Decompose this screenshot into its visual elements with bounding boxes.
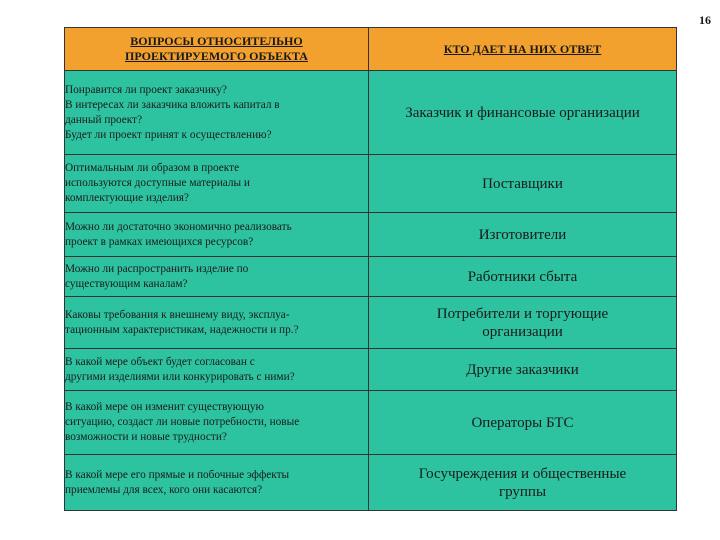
answer-cell: [369, 391, 677, 455]
answer-cell: [369, 455, 677, 511]
answers-header-text: КТО ДАЕТ НА НИХ ОТВЕТ: [443, 41, 602, 56]
questions-answers-table: [64, 27, 677, 511]
answer-line: Поставщики: [482, 175, 563, 192]
table-row: [65, 455, 677, 511]
answer-cell: [369, 297, 677, 349]
question-cell: [65, 349, 369, 391]
answer-line: Другие заказчики: [466, 361, 579, 378]
question-cell: [65, 71, 369, 155]
question-cell: [65, 213, 369, 257]
table-body: [65, 71, 677, 511]
question-cell: [65, 257, 369, 297]
table-row: [65, 71, 677, 155]
question-line: ситуацию, создаст ли новые потребности, новые: [65, 416, 300, 428]
question-cell: [65, 155, 369, 213]
question-line: используются доступные материалы и: [65, 177, 250, 189]
table-row: [65, 391, 677, 455]
table-row: [65, 257, 677, 297]
question-line: Можно ли распространить изделие по: [65, 262, 249, 275]
table-row: [65, 349, 677, 391]
answer-cell: [369, 257, 677, 297]
answer-line: организации: [482, 323, 563, 340]
question-line: комплектующие изделия?: [65, 192, 189, 204]
question-line: В интересах ли заказчика вложить капитал в: [65, 98, 280, 111]
question-line: Можно ли достаточно экономично реализовать: [65, 220, 292, 233]
question-line: тационным характеристикам, надежности и пр.?: [65, 323, 299, 336]
questions-header-line: ПРОЕКТИРУЕМОГО ОБЪЕКТА: [125, 49, 308, 63]
answer-cell: [369, 155, 677, 213]
table-row: [65, 213, 677, 257]
questions-header-line: ВОПРОСЫ ОТНОСИТЕЛЬНО: [130, 34, 303, 48]
question-line: возможности и новые трудности?: [65, 431, 227, 443]
question-line: В какой мере его прямые и побочные эффекты: [65, 468, 290, 481]
question-line: приемлемы для всех, кого они касаются?: [65, 483, 263, 496]
question-cell: [65, 297, 369, 349]
table-row: [65, 297, 677, 349]
question-line: Каковы требования к внешнему виду, эксплуа-: [65, 308, 290, 321]
answer-line: Заказчик и финансовые организации: [405, 104, 640, 121]
answer-line: группы: [498, 483, 547, 500]
table-row: [65, 155, 677, 213]
answer-cell: [369, 213, 677, 257]
answer-line: Изготовители: [478, 226, 567, 243]
question-line: В какой мере он изменит существующую: [65, 401, 264, 413]
question-cell: [65, 455, 369, 511]
answer-line: Работники сбыта: [467, 268, 578, 285]
question-line: данный проект?: [65, 113, 143, 126]
question-line: существующим каналам?: [65, 277, 188, 290]
question-line: Оптимальным ли образом в проекте: [65, 162, 240, 174]
answer-cell: [369, 71, 677, 155]
answer-line: Госучреждения и общественные: [418, 465, 627, 482]
question-line: Понравится ли проект заказчику?: [65, 83, 227, 96]
answer-line: Операторы БТС: [471, 414, 574, 431]
question-line: Будет ли проект принят к осуществлению?: [65, 128, 272, 141]
questions-column-header: [65, 28, 369, 71]
question-line: другими изделиями или конкурировать с ними?: [65, 370, 295, 383]
question-line: проект в рамках имеющихся ресурсов?: [65, 235, 254, 248]
question-cell: [65, 391, 369, 455]
table-header-row: [65, 28, 677, 71]
answers-column-header: [369, 28, 677, 71]
question-line: В какой мере объект будет согласован с: [65, 355, 255, 368]
page-number: 16: [699, 13, 711, 27]
answer-cell: [369, 349, 677, 391]
answer-line: Потребители и торгующие: [436, 305, 609, 322]
